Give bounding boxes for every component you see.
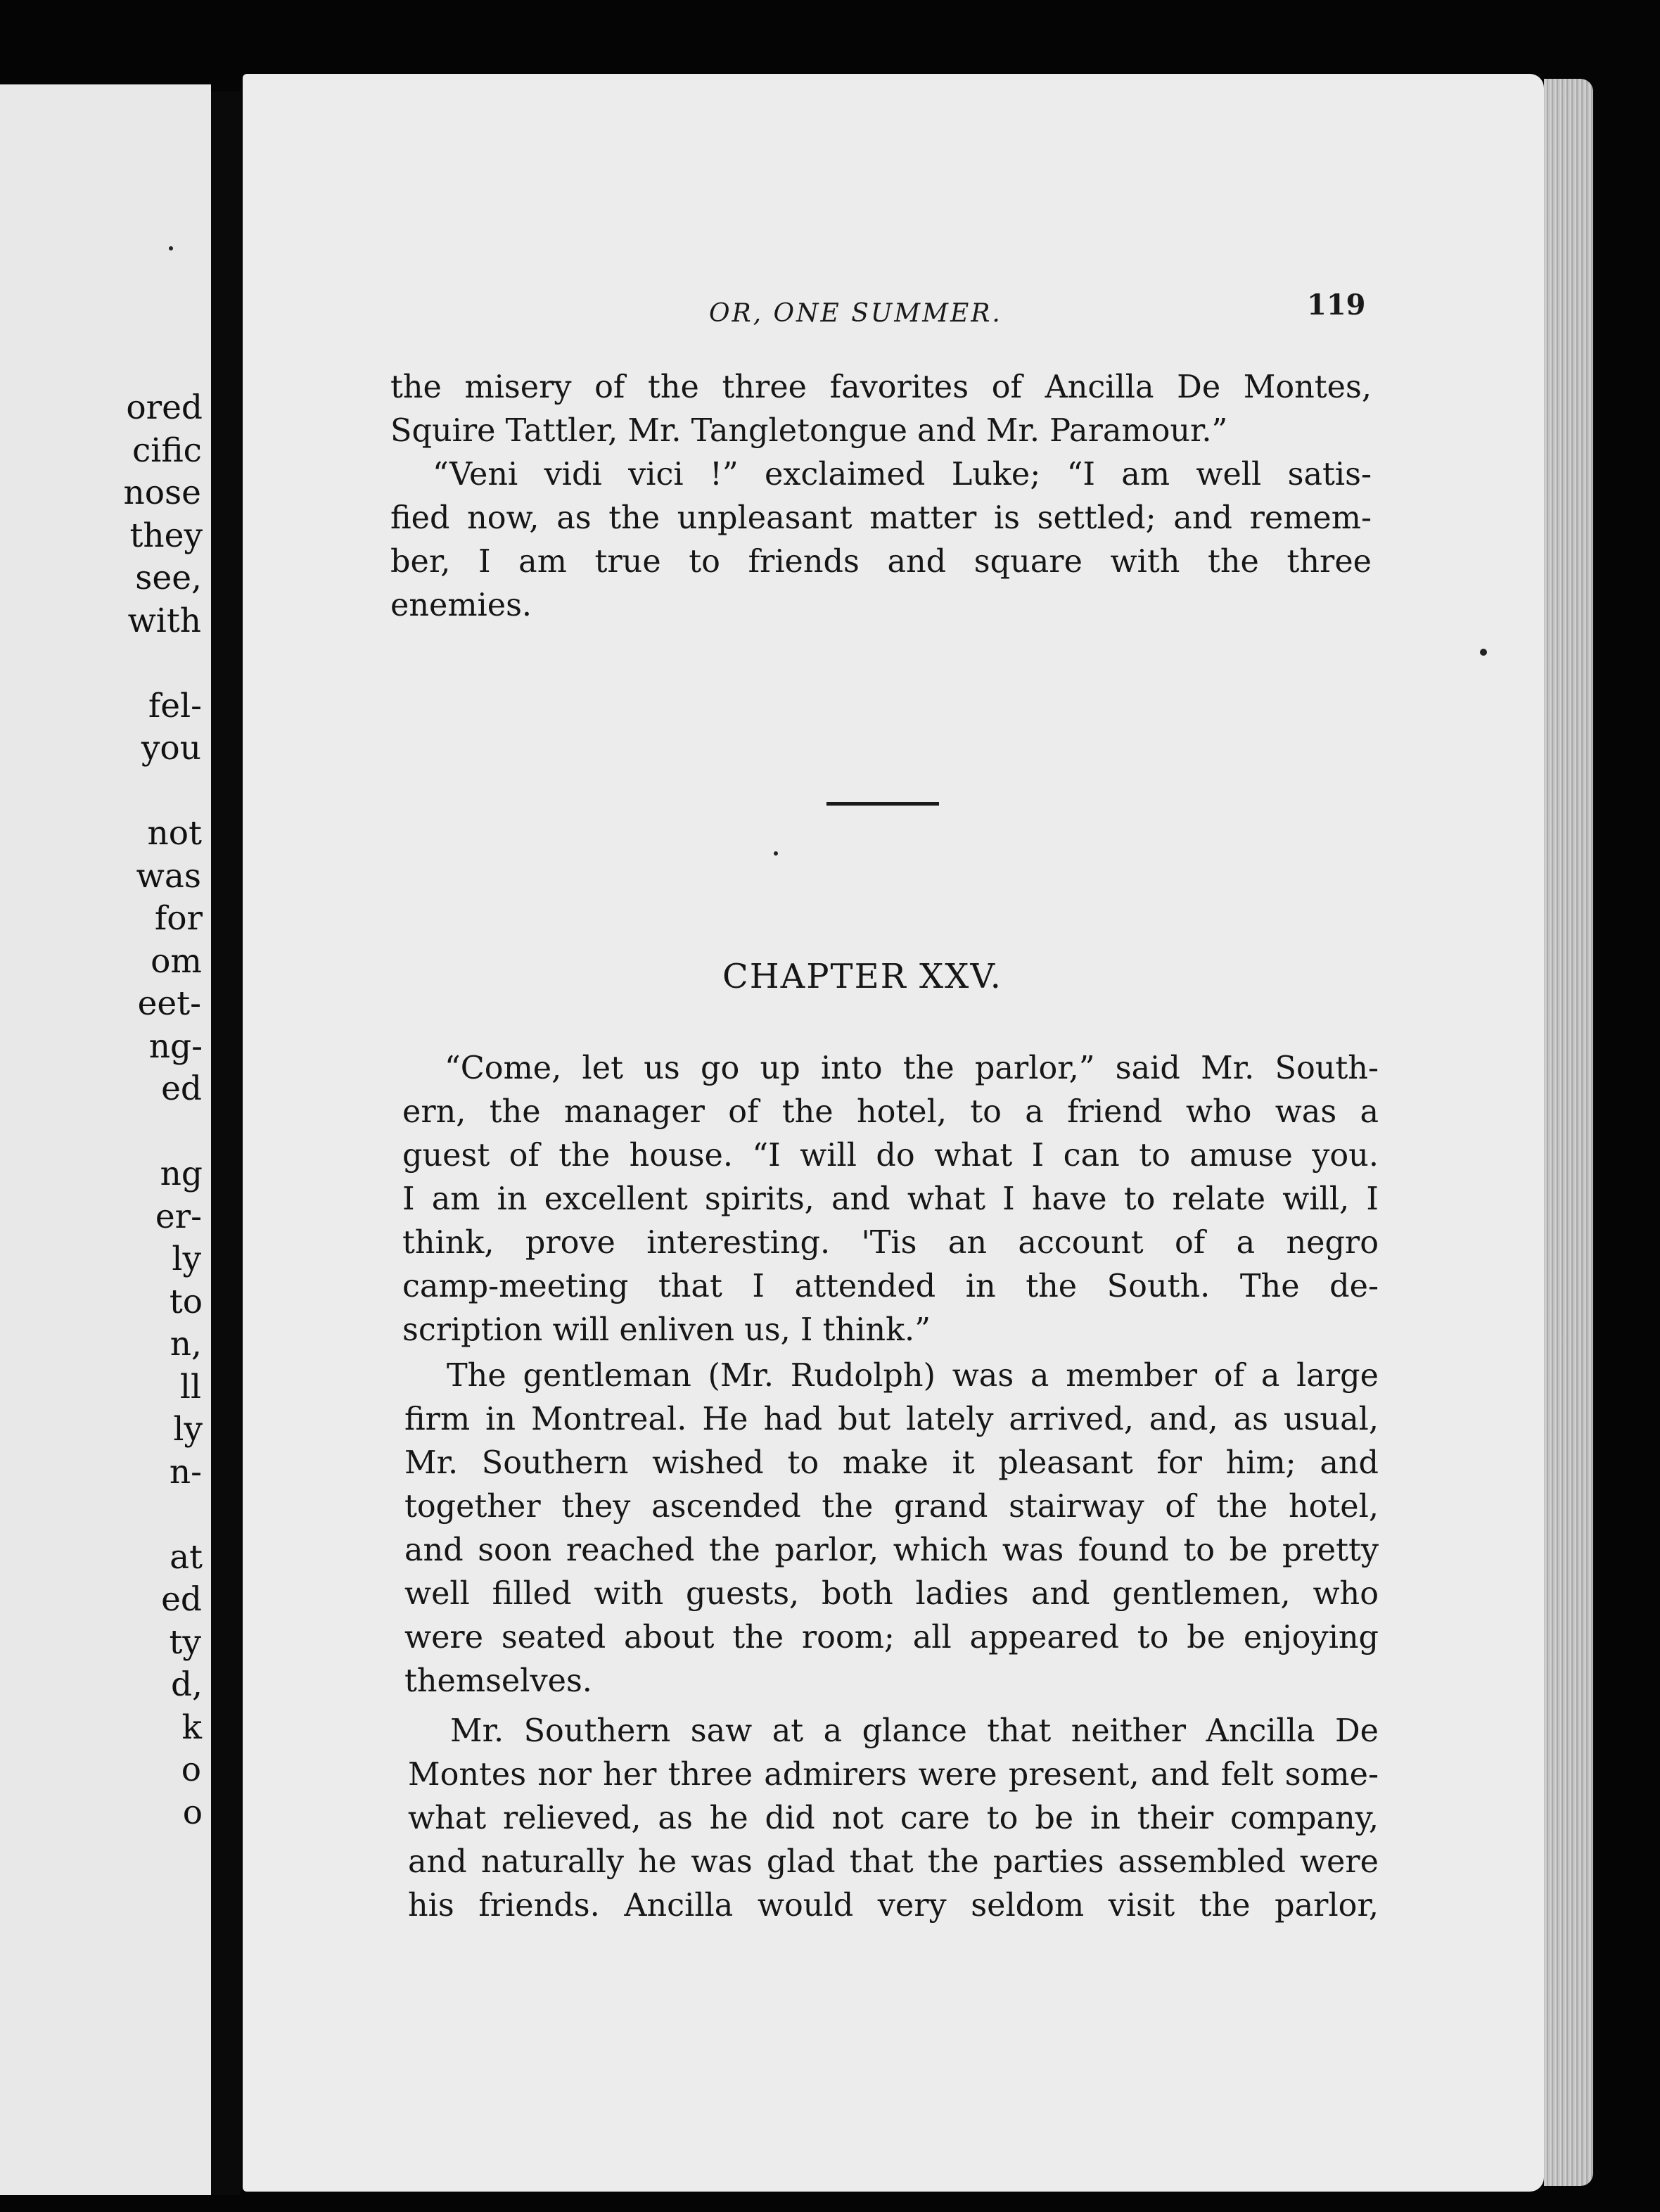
text-line: Squire Tattler, Mr. Tangletongue and Mr. Paramour.” [390,413,1228,449]
left-page-fragment-line: see, [135,559,202,597]
left-page-fragment-line: o [181,1750,201,1789]
text-line: together they ascended the grand stairway of the hotel, [404,1489,1379,1525]
left-page-fragment-line: ed [161,1580,202,1619]
text-line: scription will enliven us, I think.” [402,1312,931,1348]
text-line: Mr. Southern saw at a glance that neither Ancilla De [450,1713,1379,1749]
running-head: OR, ONE SUMMER. [709,299,1002,328]
text-line: themselves. [404,1663,592,1699]
text-line: and soon reached the parlor, which was found to be pretty [404,1532,1379,1568]
left-page-fragment-line: at [170,1537,203,1577]
text-line: and naturally he was glad that the parties assembled were [408,1844,1379,1880]
left-page-fragment-line: om [151,941,202,981]
text-line: camp-meeting that I attended in the South. The de- [402,1269,1379,1304]
left-page-fragment-line: was [136,856,201,896]
text-line: were seated about the room; all appeared to be enjoying [404,1620,1379,1655]
left-page-fragment-line: ll [179,1367,201,1406]
text-line: ber, I am true to friends and square with the three [390,544,1372,580]
left-page-fragment-line: cific [132,431,202,470]
left-page-fragment-line: o [182,1793,203,1832]
left-page-fragment-line: with [127,601,201,640]
left-page-fragment-line: ly [172,1240,201,1278]
left-page-fragment-line: eet- [137,984,201,1023]
text-line: “Veni vidi vici !” exclaimed Luke; “I am well satis- [433,457,1372,492]
left-page-fragment-line: to [169,1282,203,1321]
text-line: fied now, as the unpleasant matter is settled; and remem- [390,500,1372,536]
text-line: I am in excellent spirits, and what I have to relate will, I [402,1181,1379,1217]
scan-speck [1480,649,1487,656]
left-page-fragment-line: n- [169,1452,202,1492]
text-line: ern, the manager of the hotel, to a friend who was a [402,1094,1379,1130]
left-page-fragment-line: fel- [148,686,202,725]
paragraph-glance [408,1710,1379,1928]
paragraph-come-parlor [402,1047,1379,1352]
page-edges [1544,79,1593,2186]
left-page-fragment-line: ng- [148,1026,203,1066]
text-line: guest of the house. “I will do what I can to amuse you. [402,1138,1379,1174]
left-page-fragment-line: ng [160,1155,203,1193]
text-line: “Come, let us go up into the parlor,” said Mr. South- [445,1050,1379,1086]
left-page-fragment-line: k [181,1708,202,1747]
left-page-fragment-line: not [147,814,202,853]
paragraph-continuation [390,366,1372,453]
left-page-fragment-line: er- [155,1197,202,1236]
left-page-fragment [0,84,211,2195]
section-divider [826,802,939,806]
left-page-fragment-line: for [154,899,203,938]
text-line: the misery of the three favorites of Ancilla De Montes, [390,369,1372,405]
page-number: 119 [1307,288,1366,322]
chapter-heading: CHAPTER XXV. [722,957,1002,996]
paragraph-luke [390,453,1372,628]
scan-speck [774,851,778,856]
text-line: Montes nor her three admirers were present, and felt some- [408,1757,1379,1793]
left-page-fragment-line: d, [170,1665,203,1704]
paragraph-gentleman [404,1354,1379,1703]
scan-speck [169,246,173,250]
left-page-fragment-line: ty [169,1622,201,1662]
text-line: what relieved, as he did not care to be in their company, [408,1800,1379,1836]
left-page-fragment-line: they [129,516,203,555]
text-line: enemies. [390,587,532,623]
left-page-fragment-line: n, [170,1325,202,1364]
left-page-fragment-line: ly [173,1410,203,1449]
text-line: Mr. Southern wished to make it pleasant for him; and [404,1445,1379,1481]
left-page-fragment-line: you [141,729,201,768]
text-line: his friends. Ancilla would very seldom visit the parlor, [408,1888,1379,1924]
left-page-fragment-line: ored [126,388,203,427]
left-page-fragment-line: ed [161,1069,202,1108]
text-line: think, prove interesting. 'Tis an account of a negro [402,1225,1379,1261]
left-page-fragment-line: nose [123,473,201,512]
book-gutter [211,91,241,2195]
text-line: The gentleman (Mr. Rudolph) was a member of a large [447,1358,1379,1394]
text-line: well filled with guests, both ladies and gentlemen, who [404,1576,1379,1612]
text-line: firm in Montreal. He had but lately arrived, and, as usual, [404,1401,1379,1437]
